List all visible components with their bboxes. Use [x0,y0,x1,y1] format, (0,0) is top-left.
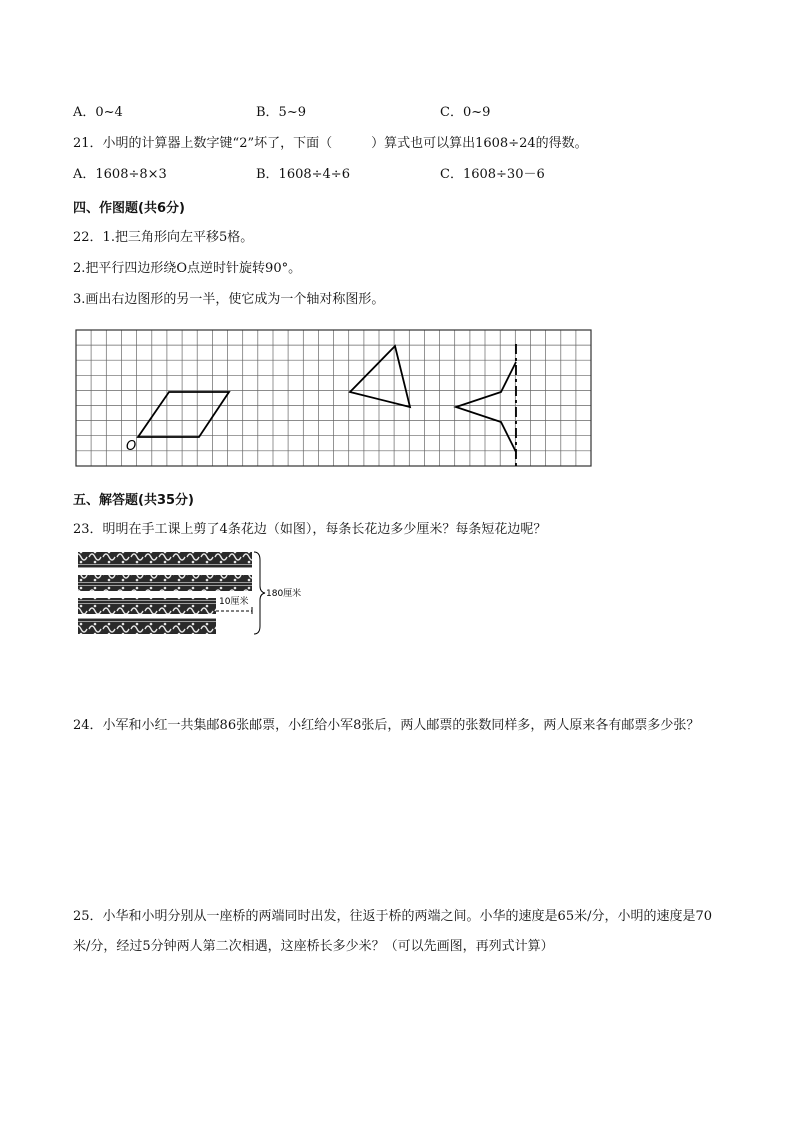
label-180cm: 180厘米 [266,589,302,599]
q20-option-c: C．0~9 [440,105,491,120]
lace-strip-long-1 [78,552,252,568]
q21-option-a: A．1608÷8×3 [73,167,167,182]
q20-option-b: B．5~9 [256,105,306,120]
q22-line-1: 22．1.把三角形向左平移5格。 [73,230,254,245]
q20-option-a: A．0~4 [73,105,123,120]
q23-lace-figure [74,548,314,638]
q24-text: 24．小军和小红一共集邮86张邮票，小红给小军8张后，两人邮票的张数同样多，两人原来各有邮票多少张？ [73,718,700,733]
q21-option-c: C．1608÷30－6 [440,167,545,182]
q22-line-2: 2.把平行四边形绕O点逆时针旋转90°。 [73,261,302,276]
section5-title: 五、解答题(共35分) [73,493,194,508]
lace-strip-long-2 [78,575,252,591]
q22-grid-figure [70,322,600,472]
point-o-label: O [126,439,137,454]
lace-strip-short-1 [78,598,216,614]
q23-text: 23．明明在手工课上剪了4条花边（如图），每条长花边多少厘米？每条短花边呢？ [73,522,547,537]
q25-text: 25．小华和小明分别从一座桥的两端同时出发，往返于桥的两端之间。小华的速度是65米/分，小明的速度是70米/分，经过5分钟两人第二次相遇，这座桥长多少米？（可以先画图，再列式计算） [73,909,713,954]
label-10cm: 10厘米 [219,597,249,607]
lace-strip-short-2 [78,618,216,634]
triangle [350,346,410,407]
q21-option-b: B．1608÷4÷6 [256,167,350,182]
section4-title: 四、作图题(共6分) [73,201,185,216]
total-brace [254,552,265,634]
q21-text: 21．小明的计算器上数字键“2”坏了，下面（ ）算式也可以算出1608÷24的得数。 [73,136,588,151]
q22-line-3: 3.画出右边图形的另一半，使它成为一个轴对称图形。 [73,292,385,307]
